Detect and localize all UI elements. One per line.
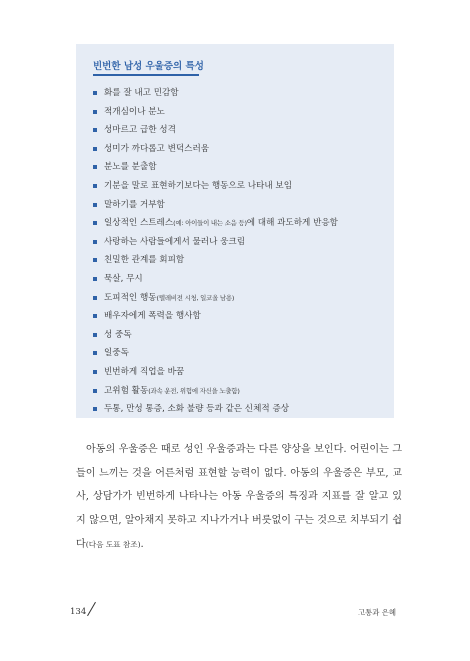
list-item xyxy=(93,214,388,233)
list-item-text: 묵살, 무시 xyxy=(104,273,143,284)
list-item-text: 도피적인 행동 xyxy=(104,292,157,303)
page-slash-divider xyxy=(87,602,96,616)
running-title: 고통과 은혜 xyxy=(358,608,397,617)
list-item xyxy=(93,400,388,419)
list-item-text: 적개심이나 분노 xyxy=(104,106,165,117)
list-item xyxy=(93,251,388,270)
list-item xyxy=(93,344,388,363)
box-title: 빈번한 남성 우울증의 특성 xyxy=(93,61,204,72)
square-bullet-icon xyxy=(93,370,97,374)
body-paragraph-end: . xyxy=(140,538,144,550)
square-bullet-icon xyxy=(93,351,97,355)
info-box xyxy=(76,44,394,418)
list-item-text: 두통, 만성 통증, 소화 불량 등과 같은 신체적 증상 xyxy=(104,404,290,415)
list-item-note: (텔레비전 시청, 일코올 남용) xyxy=(156,293,235,302)
list-item xyxy=(93,177,388,196)
characteristics-list xyxy=(93,84,388,419)
list-item-text: 고위험 활동 xyxy=(104,385,149,396)
list-item xyxy=(93,233,388,252)
list-item xyxy=(93,326,388,345)
body-paragraph xyxy=(76,438,402,557)
list-item-text: 배우자에게 폭력을 행사함 xyxy=(104,311,201,322)
list-item-text: 친밀한 관계를 회피함 xyxy=(104,255,185,266)
list-item-text: 빈번하게 직업을 바꿈 xyxy=(104,366,185,377)
square-bullet-icon xyxy=(93,296,97,300)
page-number: 134 xyxy=(70,607,87,617)
square-bullet-icon xyxy=(93,221,97,225)
square-bullet-icon xyxy=(93,128,97,132)
square-bullet-icon xyxy=(93,110,97,114)
square-bullet-icon xyxy=(93,147,97,151)
list-item-text: 분노를 분출함 xyxy=(104,162,157,173)
list-item-text: 성 중독 xyxy=(104,329,132,340)
square-bullet-icon xyxy=(93,258,97,262)
list-item-text: 일상적인 스트레스 xyxy=(104,218,174,229)
body-paragraph-text: 아동의 우울증은 때로 성인 우울증과는 다른 양상을 보인다. 어린이는 그들이 느끼는 것을 어른처럼 표현할 능력이 없다. 아동의 우울증은 부모, 교사, 상담가가 빈번하게 나타나는 아동 우울증의 특징과 지표를 잘 알고 있지 않으면, 알아채지 못하고 지나가거나 버릇없이 구는 것으로 치부되기 쉽다 xyxy=(76,444,402,550)
square-bullet-icon xyxy=(93,389,97,393)
list-item-text-rest: 에 대해 과도하게 반응함 xyxy=(246,218,338,229)
list-item-text: 일중독 xyxy=(104,348,129,359)
list-item xyxy=(93,289,388,308)
body-paragraph-note: (다음 도표 참조) xyxy=(85,539,141,549)
square-bullet-icon xyxy=(93,314,97,318)
list-item-text: 화를 잘 내고 민감함 xyxy=(104,88,179,98)
list-item xyxy=(93,270,388,289)
square-bullet-icon xyxy=(93,333,97,337)
list-item-text: 성미가 까다롭고 변덕스러움 xyxy=(104,143,210,154)
list-item-note: (과속 운전, 위험에 자신을 노출함) xyxy=(148,386,240,395)
list-item xyxy=(93,363,388,382)
list-item-note: (예: 아이들이 내는 소음 등) xyxy=(173,219,247,228)
box-title-underline xyxy=(93,74,199,76)
square-bullet-icon xyxy=(93,277,97,281)
list-item-text: 사랑하는 사람들에게서 물러나 웅크림 xyxy=(104,236,246,247)
square-bullet-icon xyxy=(93,203,97,207)
list-item-text: 말하기를 거부함 xyxy=(104,199,165,210)
list-item xyxy=(93,121,388,140)
list-item xyxy=(93,103,388,122)
list-item-text: 기분을 말로 표현하기보다는 행동으로 나타내 보임 xyxy=(104,180,292,191)
list-item xyxy=(93,84,388,103)
list-item-text: 성마르고 급한 성격 xyxy=(104,125,176,136)
square-bullet-icon xyxy=(93,240,97,244)
list-item xyxy=(93,140,388,159)
square-bullet-icon xyxy=(93,165,97,169)
square-bullet-icon xyxy=(93,407,97,411)
list-item xyxy=(93,307,388,326)
list-item xyxy=(93,382,388,401)
list-item xyxy=(93,158,388,177)
square-bullet-icon xyxy=(93,184,97,188)
list-item xyxy=(93,196,388,215)
square-bullet-icon xyxy=(93,91,97,95)
